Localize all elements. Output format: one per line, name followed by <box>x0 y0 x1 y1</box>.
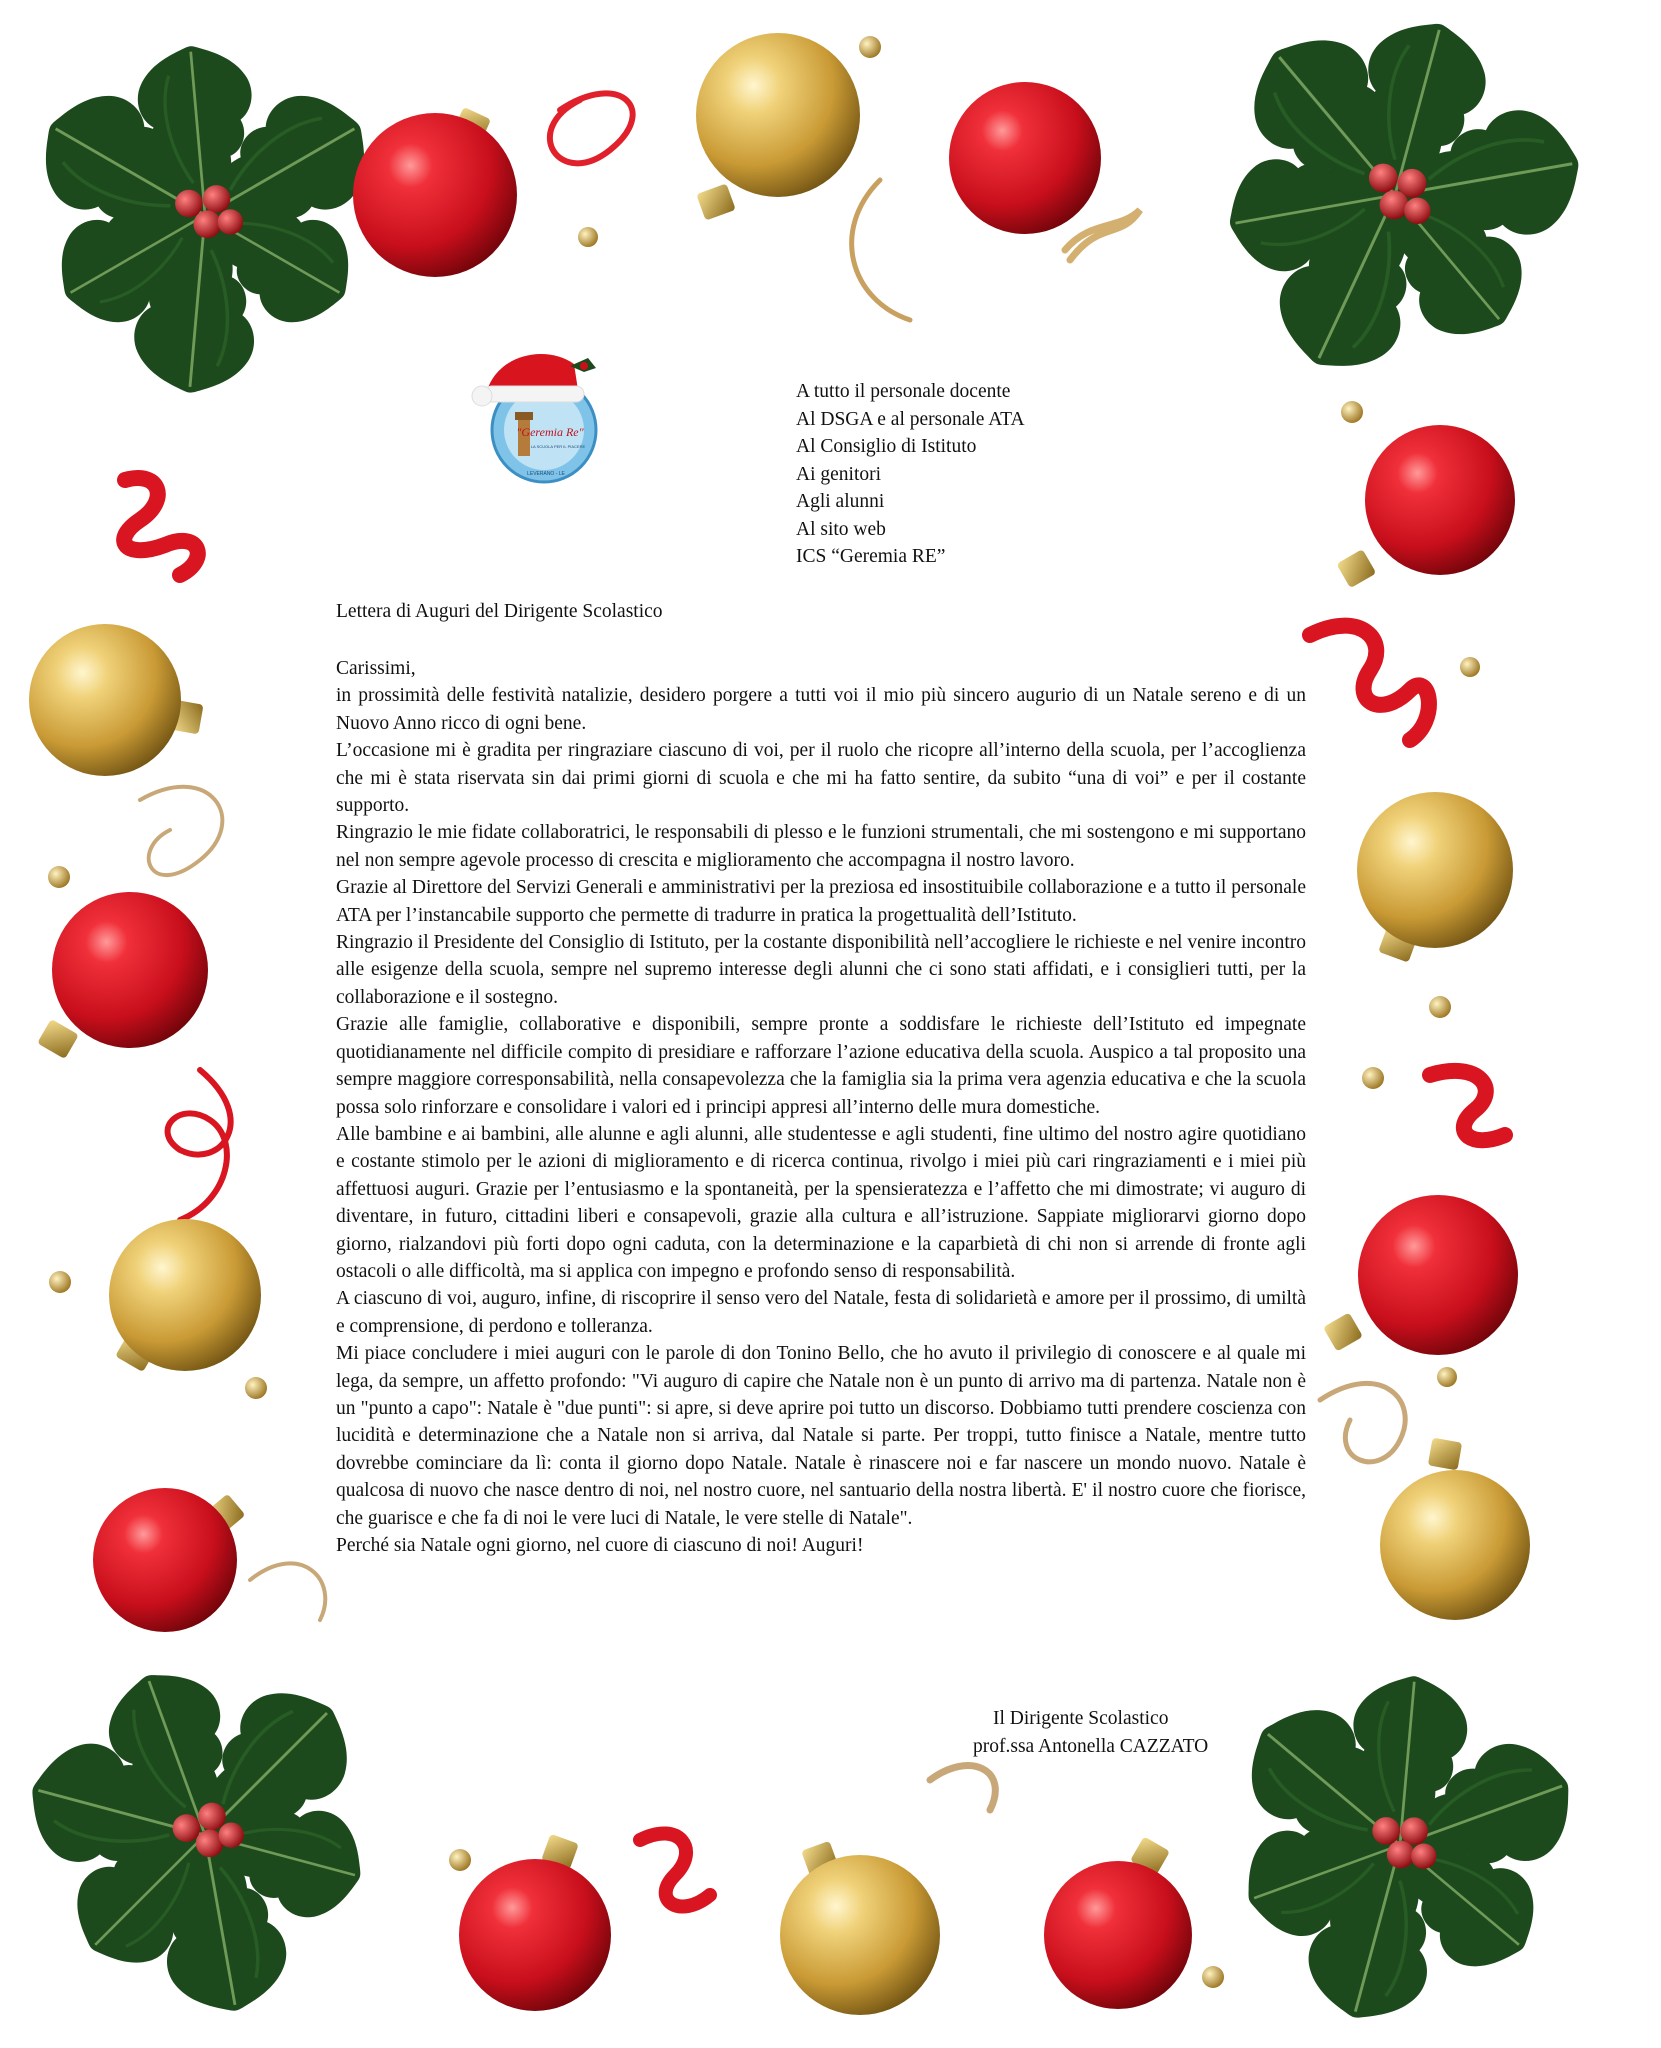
ribbon-curl-top <box>550 93 633 163</box>
recipient-line: A tutto il personale docente <box>796 381 1011 402</box>
logo-school-name: "Geremia Re" <box>516 425 584 439</box>
paragraph: Ringrazio le mie fidate collaboratrici, le responsabili di plesso e le funzioni strumentali, che mi sostengono e mi supportano nel non sempre agevole processo di crescita e miglioramento che accompagna il nostro lavoro. <box>336 822 1306 871</box>
ornament-red-bottom-1 <box>459 1834 611 2011</box>
letter-subject: Lettera di Auguri del Dirigente Scolastico <box>336 601 663 622</box>
ribbon-bottom-center <box>640 1833 710 1906</box>
paragraph: Perché sia Natale ogni giorno, nel cuore di ciascuno di noi! Auguri! <box>336 1535 864 1556</box>
ribbon-right-gold <box>1320 1383 1405 1461</box>
ribbon-curl-top-gold <box>852 180 910 320</box>
paragraph: L’occasione mi è gradita per ringraziare ciascuno di voi, per il ruolo che ricopre all’interno della scuola, per l’accoglienza che mi è stata riservata sin dai primi giorni di scuola e che mi ha fatto sentire, da subito “una di voi” e per il costante supporto. <box>336 740 1306 817</box>
ribbon-left-lower <box>168 1070 231 1220</box>
ornament-gold-top <box>696 33 860 221</box>
recipient-line: Al sito web <box>796 518 886 540</box>
logo-motto: LA SCUOLA PER IL PIACERE <box>530 444 586 449</box>
ornament-red-bottom-2 <box>1044 1836 1192 2009</box>
signature-role: Il Dirigente Scolastico <box>993 1708 1169 1729</box>
ornament-red-right-1 <box>1336 425 1515 588</box>
ribbon-right-upper <box>1310 626 1429 740</box>
ornament-gold-left-2 <box>109 1219 261 1372</box>
ornament-red-left-2 <box>37 892 208 1059</box>
paragraph: Grazie alle famiglie, collaborative e disponibili, sempre pronte a soddisfare le richieste dell’Istituto ed impegnate quotidianamente nel difficile compito di presidiare e rafforzare l’azione educativa della scuola. Auspico a tal proposito una sempre maggiore corresponsabilità, nella consapevolezza che la famiglia sia la prima vera agenzia educativa e che la scuola possa solo rinforzare e consolidare i valori ed i principi appresi all’interno delle mura domestiche. <box>336 1014 1306 1118</box>
logo-town: LEVERANO - LE <box>527 471 565 477</box>
ornament-gold-left-1 <box>29 624 204 776</box>
ornament-red-left-3 <box>93 1488 245 1632</box>
paragraph: in prossimità delle festività natalizie, desidero porgere a tutti voi il mio più sincero augurio di un Natale sereno e di un Nuovo Anno ricco di ogni bene. <box>336 685 1306 734</box>
recipient-line: Al Consiglio di Istituto <box>796 436 977 457</box>
paragraph: Mi piace concludere i miei auguri con le parole di don Tonino Bello, che ho avuto il privilegio di conoscere e al quale mi lega, da sempre, un affetto profondo: "Vi auguro di capire che Natale non è un punto di arrivo ma di partenza. Natale non è un "punto a capo": Natale è "due punti": si apre, si deve aprire poi tutto un discorso. Dobbiamo tutti prendere coscienza con lucidità e determinazione che a Natale non si arriva, dal Natale si parte. Per troppi, tutto finisce a Natale, mentre tutto dovrebbe cominciare da lì: conta il giorno dopo Natale. Natale è rinascere noi e far nascere un mondo nuovo. Natale è qualcosa di nuovo che nasce dentro di noi, nel nostro cuore, nel santuario della nostra libertà. E' il nostro cuore che fiorisce, che guarisce e che fa di noi le vere luci di Natale, le vere stelle di Natale". <box>336 1343 1306 1529</box>
holly-bottom-left <box>0 1620 430 2048</box>
ornament-gold-right-1 <box>1357 792 1513 963</box>
recipient-line: Agli alunni <box>796 491 885 512</box>
holly-bottom-right <box>1187 1642 1612 2048</box>
ornament-gold-bottom <box>780 1841 940 2015</box>
ribbon-curl-top-right <box>1065 210 1140 260</box>
letter-body <box>336 655 1306 1559</box>
paragraph: Grazie al Direttore del Servizi Generali e amministrativi per la preziosa ed insostituibile collaborazione e a tutto il personale ATA per l’instancabile supporto che permette di tradurre in pratica la progettualità dell’Istituto. <box>336 877 1306 926</box>
ribbon-left-gold <box>140 787 222 875</box>
recipients-list <box>796 378 1025 571</box>
ribbon-left-upper <box>124 478 198 575</box>
ribbon-bottom-left-gold <box>250 1563 325 1620</box>
signature-name: prof.ssa Antonella CAZZATO <box>973 1736 1209 1757</box>
holly-top-left <box>21 41 390 397</box>
ribbon-right-middle <box>1430 1071 1505 1140</box>
ornament-gold-right-2 <box>1380 1438 1530 1620</box>
ornament-red-top-right <box>949 82 1101 234</box>
recipient-line: ICS “Geremia RE” <box>796 546 946 567</box>
santa-hat-icon <box>472 354 596 406</box>
paragraph: Ringrazio il Presidente del Consiglio di Istituto, per la costante disponibilità nell’accogliere le richieste e nel venire incontro alle esigenze della scuola, sempre nel supremo interesse degli alunni che ci sono stati affidati, e i consiglieri tutti, per la collaborazione e il sostegno. <box>336 932 1306 1008</box>
ribbon-bottom-gold <box>930 1766 995 1810</box>
ornament-red-top-left <box>353 107 517 277</box>
holly-top-right <box>1149 0 1638 440</box>
paragraph: A ciascuno di voi, auguro, infine, di riscoprire il senso vero del Natale, festa di solidarietà e amore per il prossimo, di umiltà e comprensione, di perdono e tolleranza. <box>336 1288 1306 1337</box>
paragraph: Alle bambine e ai bambini, alle alunne e agli alunni, alle studentesse e agli studenti, fine ultimo del nostro agire quotidiano e costante stimolo per le azioni di miglioramento e di ricerca continua, rivolgo i miei più cari ringraziamenti e i miei più affettuosi auguri. Grazie per l’entusiasmo e la spontaneità, per la spensieratezza e l’affetto che mi dimostrate; vi auguro di diventare, in futuro, cittadini liberi e consapevoli, grazie alla cultura e all’istruzione. Sappiate migliorarvi giorno dopo giorno, rialzandovi più forti dopo ogni caduta, con la determinazione e la caparbietà di chi non si arrende di fronte agli ostacoli o alle difficoltà, ma si applica con impegno e profondo senso di responsabilità. <box>336 1123 1306 1282</box>
salutation: Carissimi, <box>336 658 416 679</box>
recipient-line: Ai genitori <box>796 463 882 485</box>
ornament-red-right-2 <box>1323 1195 1518 1355</box>
school-logo <box>466 344 608 494</box>
recipient-line: Al DSGA e al personale ATA <box>796 408 1025 430</box>
